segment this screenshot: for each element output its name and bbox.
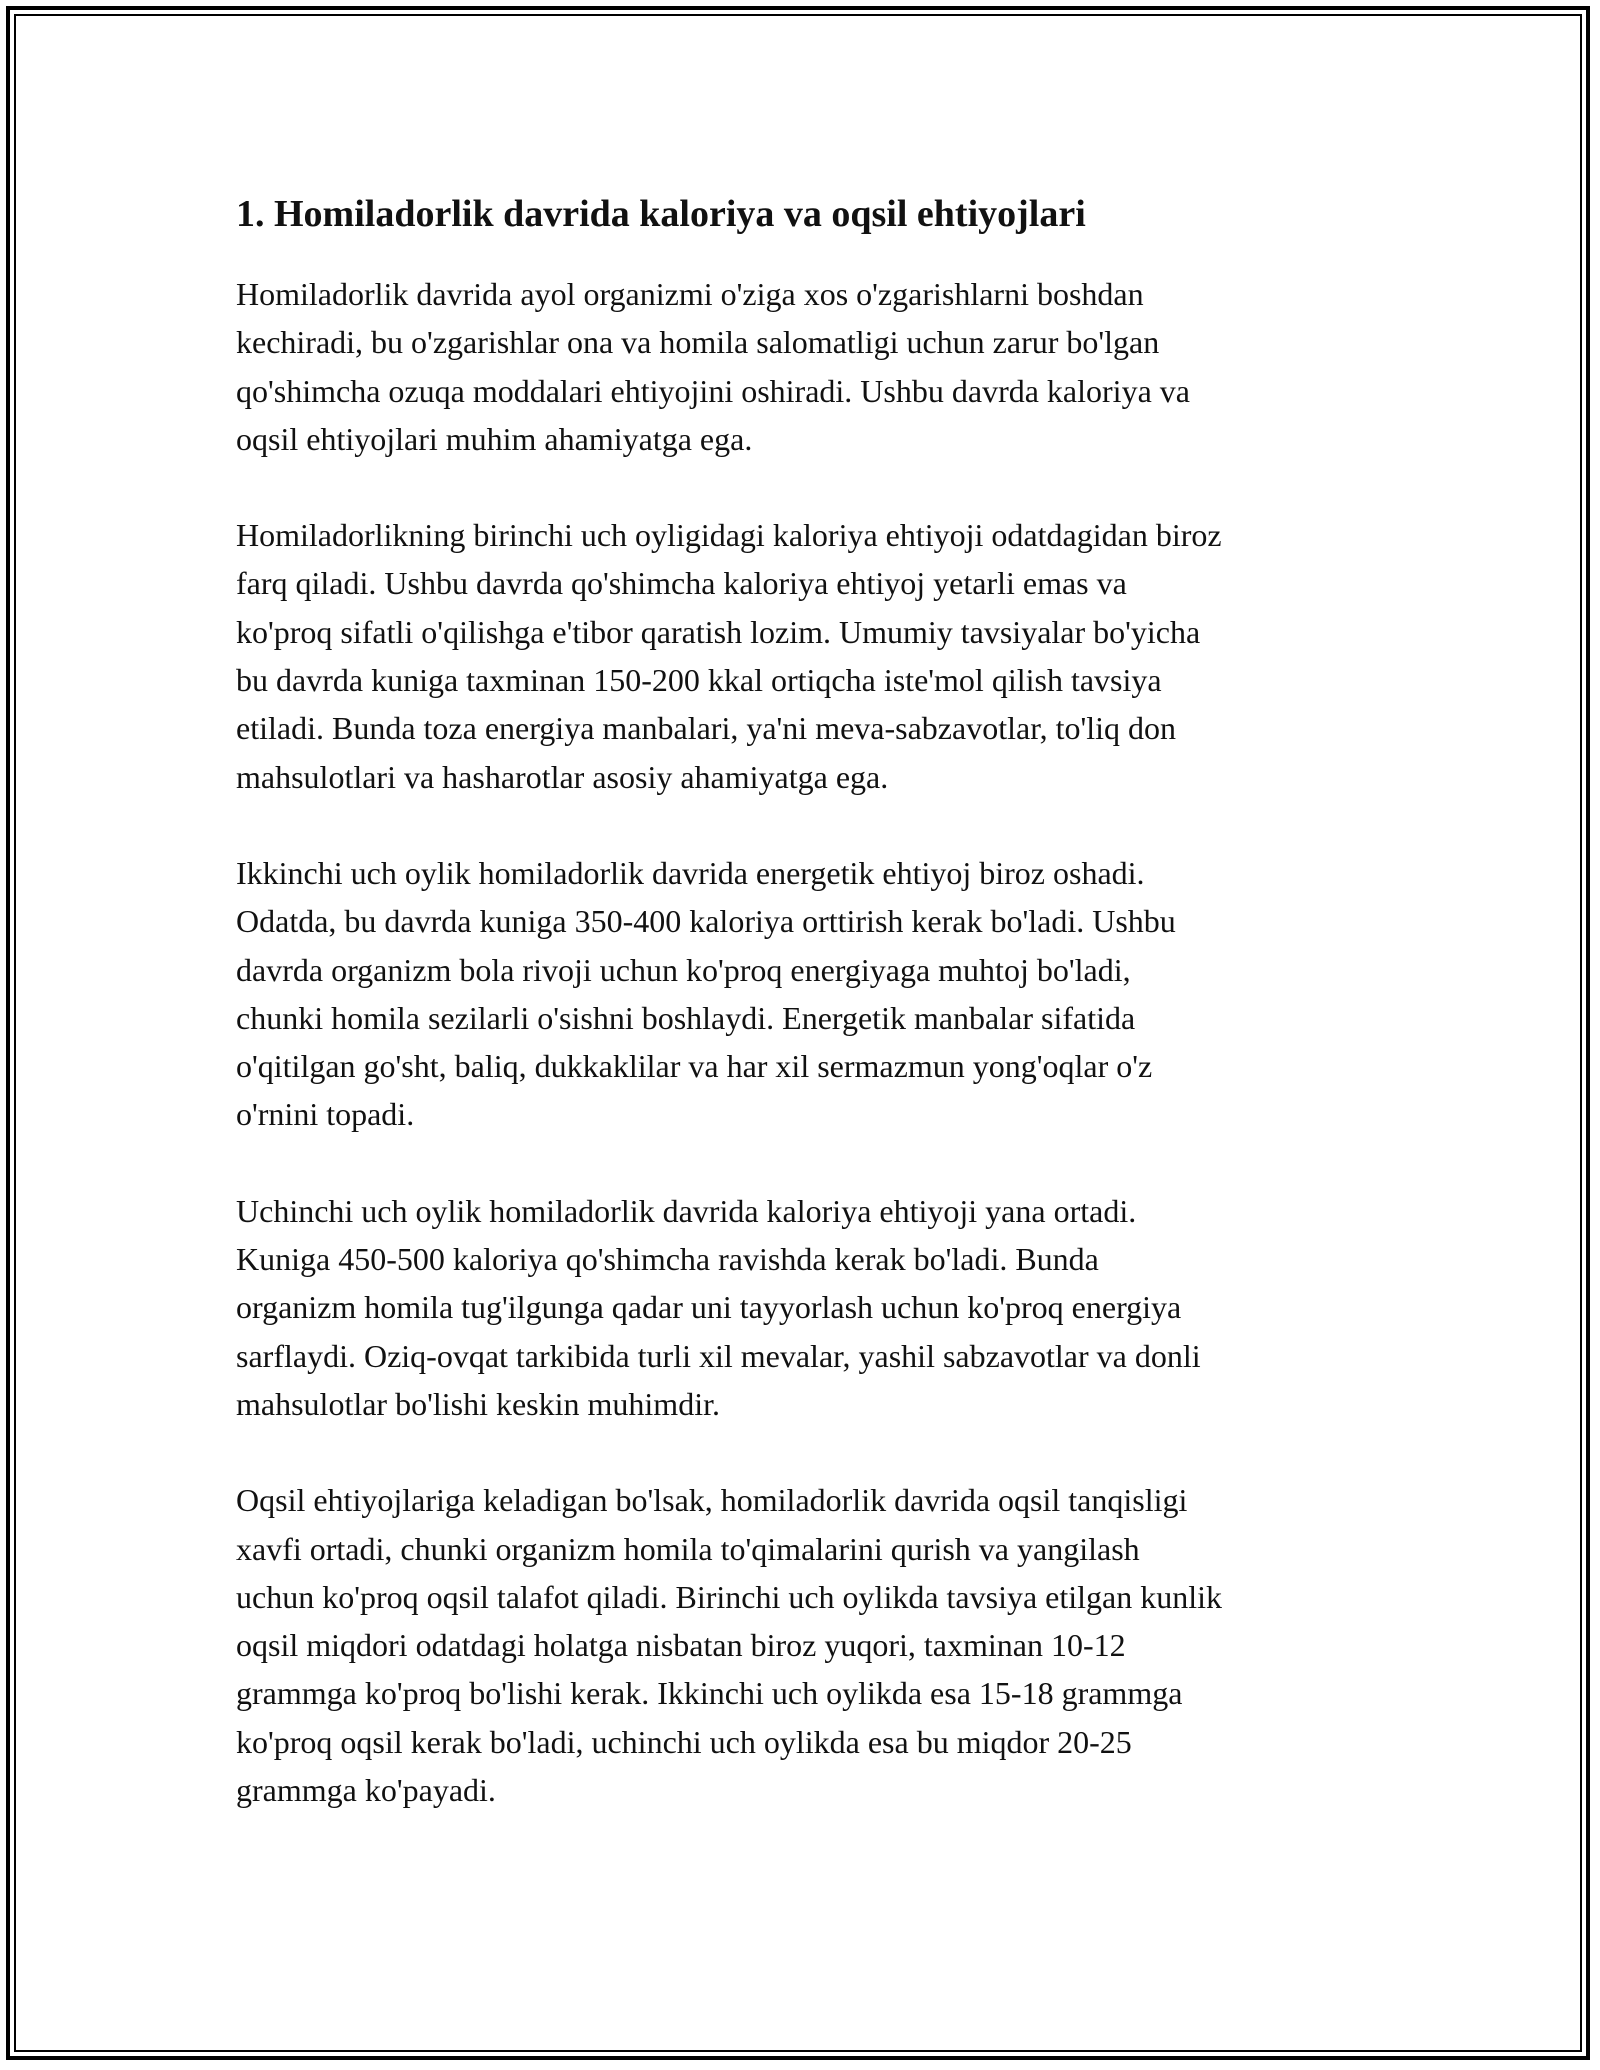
- text-line: ko'proq oqsil kerak bo'ladi, uchinchi uch oylikda esa bu miqdor 20-25: [236, 1723, 1132, 1760]
- text-line: o'qitilgan go'sht, baliq, dukkaklilar va har xil sermazmun yong'oqlar o'z: [236, 1048, 1153, 1085]
- text-line: davrda organizm bola rivoji uchun ko'proq energiyaga muhtoj bo'ladi,: [236, 951, 1131, 988]
- text-line: Uchinchi uch oylik homiladorlik davrida kaloriya ehtiyoji yana ortadi.: [236, 1192, 1137, 1229]
- text-line: uchun ko'proq oqsil talafot qiladi. Birinchi uch oylikda tavsiya etilgan kunlik: [236, 1578, 1223, 1615]
- paragraph-first-trimester: [236, 511, 1376, 801]
- text-line: grammga ko'payadi.: [236, 1772, 496, 1809]
- text-line: Kuniga 450-500 kaloriya qo'shimcha ravishda kerak bo'ladi. Bunda: [236, 1241, 1099, 1278]
- text-line: Odatda, bu davrda kuniga 350-400 kaloriya orttirish kerak bo'ladi. Ushbu: [236, 903, 1176, 940]
- text-line: grammga ko'proq bo'lishi kerak. Ikkinchi uch oylikda esa 15-18 grammga: [236, 1675, 1183, 1712]
- paragraph-third-trimester: [236, 1187, 1376, 1428]
- text-line: oqsil miqdori odatdagi holatga nisbatan biroz yuqori, taxminan 10-12: [236, 1627, 1126, 1664]
- text-line: qo'shimcha ozuqa moddalari ehtiyojini oshiradi. Ushbu davrda kaloriya va: [236, 372, 1190, 409]
- text-line: ko'proq sifatli o'qilishga e'tibor qaratish lozim. Umumiy tavsiyalar bo'yicha: [236, 613, 1201, 650]
- text-line: Oqsil ehtiyojlariga keladigan bo'lsak, homiladorlik davrida oqsil tanqisligi: [236, 1482, 1188, 1519]
- text-line: Homiladorlikning birinchi uch oyligidagi kaloriya ehtiyoji odatdagidan biroz: [236, 517, 1222, 554]
- document-body: [236, 188, 1376, 1862]
- text-line: chunki homila sezilarli o'sishni boshlaydi. Energetik manbalar sifatida: [236, 999, 1136, 1036]
- text-line: mahsulotlar bo'lishi keskin muhimdir.: [236, 1385, 720, 1422]
- text-line: Ikkinchi uch oylik homiladorlik davrida energetik ehtiyoj biroz oshadi.: [236, 854, 1145, 891]
- paragraph-second-trimester: [236, 849, 1376, 1139]
- text-line: kechiradi, bu o'zgarishlar ona va homila salomatligi uchun zarur bo'lgan: [236, 324, 1160, 361]
- text-line: o'rnini topadi.: [236, 1096, 415, 1133]
- text-line: etiladi. Bunda toza energiya manbalari, ya'ni meva-sabzavotlar, to'liq don: [236, 710, 1176, 747]
- text-line: xavfi ortadi, chunki organizm homila to'qimalarini qurish va yangilash: [236, 1530, 1140, 1567]
- section-heading: 1. Homiladorlik davrida kaloriya va oqsil ehtiyojlari: [236, 193, 1086, 235]
- text-line: farq qiladi. Ushbu davrda qo'shimcha kaloriya ehtiyoj yetarli emas va: [236, 565, 1127, 602]
- text-line: Homiladorlik davrida ayol organizmi o'ziga xos o'zgarishlarni boshdan: [236, 276, 1144, 312]
- paragraph-protein-needs: [236, 1476, 1376, 1814]
- text-line: mahsulotlari va hasharotlar asosiy ahamiyatga ega.: [236, 758, 889, 795]
- text-line: bu davrda kuniga taxminan 150-200 kkal ortiqcha iste'mol qilish tavsiya: [236, 662, 1162, 699]
- text-line: sarflaydi. Oziq-ovqat tarkibida turli xil mevalar, yashil sabzavotlar va donli: [236, 1337, 1201, 1374]
- text-line: organizm homila tug'ilgunga qadar uni tayyorlash uchun ko'proq energiya: [236, 1289, 1182, 1326]
- paragraph-intro: [236, 270, 1376, 463]
- text-line: oqsil ehtiyojlari muhim ahamiyatga ega.: [236, 420, 753, 457]
